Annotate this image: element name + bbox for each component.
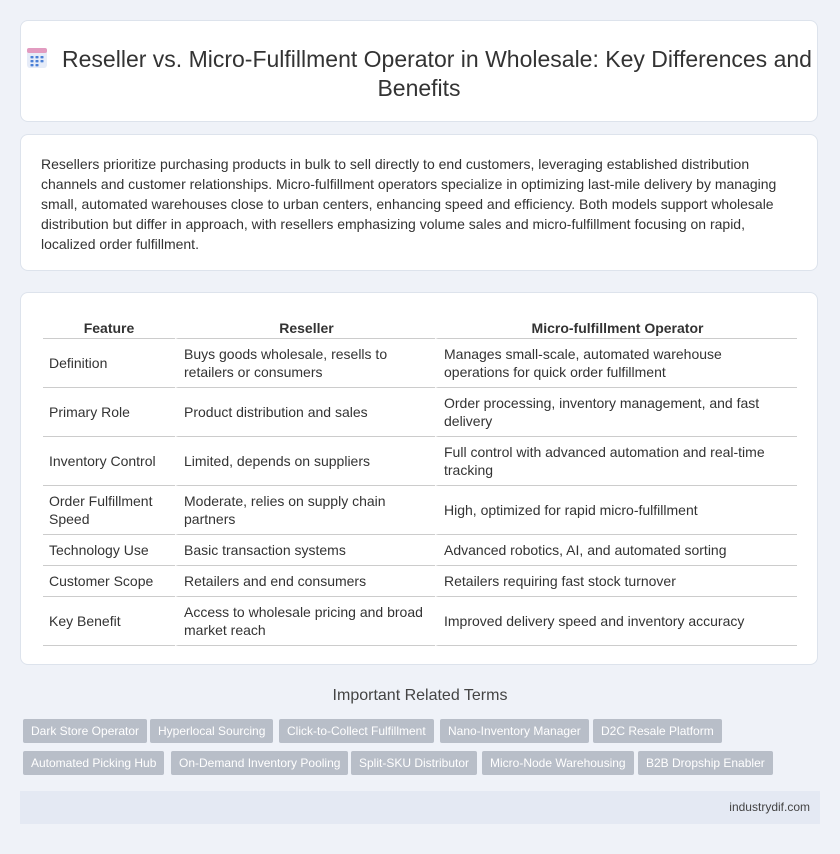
table-cell: Basic transaction systems xyxy=(175,535,435,566)
table-cell: Full control with advanced automation and real-time tracking xyxy=(435,437,797,486)
table-cell: Retailers and end consumers xyxy=(175,566,435,597)
table-row xyxy=(43,486,797,535)
title-text: Reseller vs. Micro-Fulfillment Operator in Wholesale: Key Differences and Benefits xyxy=(62,46,812,101)
table-row xyxy=(43,597,797,646)
table-row xyxy=(43,535,797,566)
table-cell: Product distribution and sales xyxy=(175,388,435,437)
intro-card xyxy=(20,134,818,271)
table-cell: High, optimized for rapid micro-fulfillment xyxy=(435,486,797,535)
table-cell: Improved delivery speed and inventory accuracy xyxy=(435,597,797,646)
tag-on-demand-inventory-pooling[interactable]: On-Demand Inventory Pooling xyxy=(171,751,348,775)
header-reseller: Reseller xyxy=(175,316,435,339)
title-card xyxy=(20,20,818,122)
table-cell: Moderate, relies on supply chain partners xyxy=(175,486,435,535)
tag-hyperlocal-sourcing[interactable]: Hyperlocal Sourcing xyxy=(150,719,273,743)
table-row xyxy=(43,388,797,437)
comparison-table xyxy=(43,316,797,646)
tag-b2b-dropship-enabler[interactable]: B2B Dropship Enabler xyxy=(638,751,773,775)
table-cell: Definition xyxy=(43,339,175,388)
table-cell: Primary Role xyxy=(43,388,175,437)
table-row xyxy=(43,339,797,388)
table-cell: Access to wholesale pricing and broad market reach xyxy=(175,597,435,646)
tag-click-to-collect[interactable]: Click-to-Collect Fulfillment xyxy=(279,719,434,743)
table-row xyxy=(43,566,797,597)
table-cell: Order Fulfillment Speed xyxy=(43,486,175,535)
tag-nano-inventory-manager[interactable]: Nano-Inventory Manager xyxy=(440,719,589,743)
table-cell: Limited, depends on suppliers xyxy=(175,437,435,486)
table-cell: Retailers requiring fast stock turnover xyxy=(435,566,797,597)
footer-site[interactable]: industrydif.com xyxy=(729,800,810,814)
tag-d2c-resale-platform[interactable]: D2C Resale Platform xyxy=(593,719,722,743)
table-cell: Key Benefit xyxy=(43,597,175,646)
tag-split-sku-distributor[interactable]: Split-SKU Distributor xyxy=(351,751,477,775)
table-cell: Advanced robotics, AI, and automated sorting xyxy=(435,535,797,566)
related-terms-title: Important Related Terms xyxy=(332,687,508,704)
tag-automated-picking-hub[interactable]: Automated Picking Hub xyxy=(23,751,164,775)
document-icon xyxy=(26,47,48,69)
tag-dark-store-operator[interactable]: Dark Store Operator xyxy=(23,719,147,743)
table-cell: Manages small-scale, automated warehouse operations for quick order fulfillment xyxy=(435,339,797,388)
table-cell: Customer Scope xyxy=(43,566,175,597)
table-cell: Buys goods wholesale, resells to retailers or consumers xyxy=(175,339,435,388)
header-feature: Feature xyxy=(43,316,175,339)
table-cell: Inventory Control xyxy=(43,437,175,486)
table-cell: Technology Use xyxy=(43,535,175,566)
comparison-card xyxy=(20,292,818,665)
tag-micro-node-warehousing[interactable]: Micro-Node Warehousing xyxy=(482,751,634,775)
table-row xyxy=(43,437,797,486)
intro-paragraph: Resellers prioritize purchasing products in bulk to sell directly to end customers, leveraging established distribution channels and customer relationships. Micro-fulfillment operators specialize in optimizing last-mile delivery by managing small, automated warehouses close to urban centers, enhancing speed and efficiency. Both models support wholesale distribution but differ in approach, with resellers emphasizing volume sales and micro-fulfillment focusing on rapid, localized order fulfillment. xyxy=(41,156,777,252)
page-title xyxy=(21,45,817,103)
table-header-row xyxy=(43,316,797,339)
table-cell: Order processing, inventory management, and fast delivery xyxy=(435,388,797,437)
footer xyxy=(20,791,820,824)
header-micro-fulfillment: Micro-fulfillment Operator xyxy=(435,316,797,339)
